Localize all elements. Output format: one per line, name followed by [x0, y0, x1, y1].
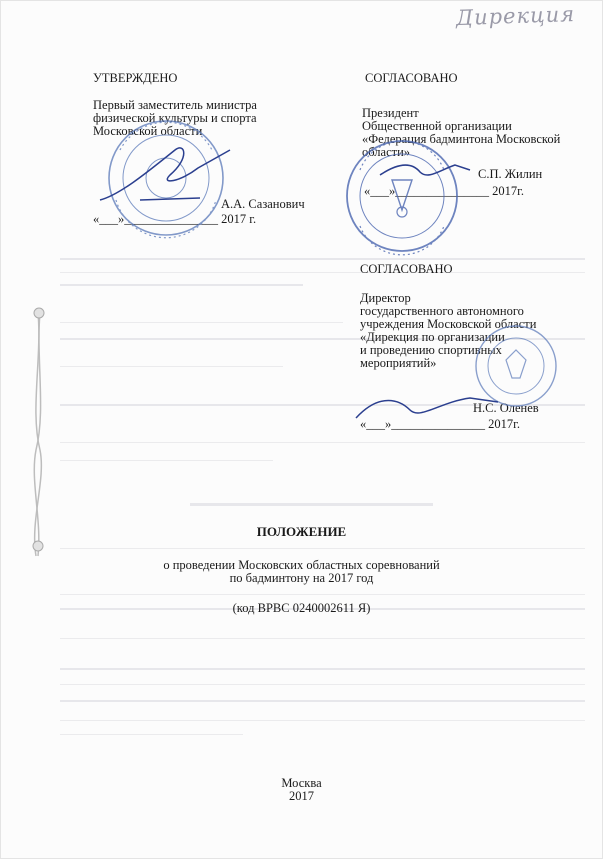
ministry-stamp — [109, 121, 223, 238]
approval-heading: УТВЕРЖДЕНО — [93, 71, 178, 85]
signatory-name: Н.С. Оленев — [473, 401, 539, 415]
position-line: Первый заместитель министра — [93, 98, 257, 112]
document-subtitle: о проведении Московских областных соревнований — [163, 558, 440, 572]
position-line: Московской области — [93, 124, 203, 138]
handwritten-note: Дирекция — [455, 1, 576, 31]
signatory-name: А.А. Сазанович — [221, 197, 305, 211]
agreement-heading: СОГЛАСОВАНО — [365, 71, 458, 85]
position-line: Директор — [360, 291, 411, 305]
position-line: области» — [362, 145, 411, 159]
signature-olenev — [356, 398, 498, 418]
signature-zhilin — [380, 165, 470, 175]
position-line: Президент — [362, 106, 419, 120]
position-line: физической культуры и спорта — [93, 111, 257, 125]
footer-year: 2017 — [289, 789, 314, 803]
date-line: «___»_______________ 2017г. — [360, 417, 520, 431]
position-line: и проведению спортивных — [360, 343, 502, 357]
document-subtitle: по бадминтону на 2017 год — [229, 571, 374, 585]
footer-city: Москва — [281, 776, 322, 790]
federation-stamp — [347, 141, 457, 255]
date-line: «___»_______________ 2017г. — [364, 184, 524, 198]
position-line: государственного автономного — [360, 304, 524, 318]
position-line: Общественной организации — [362, 119, 512, 133]
document-title: ПОЛОЖЕНИЕ — [256, 524, 347, 539]
date-line: «___»_______________ 2017 г. — [93, 212, 257, 226]
signature-sazanovich — [100, 148, 230, 200]
directorate-stamp — [476, 326, 556, 406]
binding-thread — [33, 308, 44, 556]
document-code: (код ВРВС 0240002611 Я) — [232, 601, 371, 615]
position-line: «Федерация бадминтона Московской — [362, 132, 561, 146]
position-line: «Дирекция по организации — [360, 330, 505, 344]
agreement-heading: СОГЛАСОВАНО — [360, 262, 453, 276]
position-line: учреждения Московской области — [360, 317, 537, 331]
position-line: мероприятий» — [360, 356, 437, 370]
signatory-name: С.П. Жилин — [478, 167, 543, 181]
